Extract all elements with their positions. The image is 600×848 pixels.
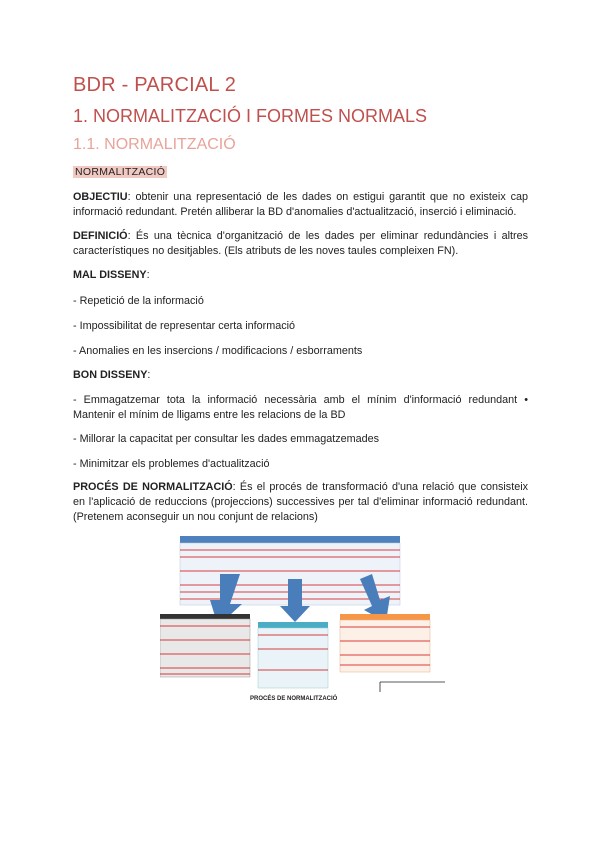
- middle-table: [258, 622, 328, 688]
- list-item: - Millorar la capacitat per consultar les dades emmagatzemades: [73, 433, 380, 445]
- list-item: - Anomalies en les insercions / modificacions / esborraments: [73, 345, 363, 357]
- section-heading: 1. NORMALITZACIÓ I FORMES NORMALS: [73, 106, 428, 126]
- definicio-paragraph: DEFINICIÓ: És una tècnica d'organització de les dades per eliminar redundàncies i altres característiques no desitjables. (Els atributs de les noves taules compleixen FN).: [73, 230, 528, 257]
- list-item: - Repetició de la informació: [73, 295, 204, 307]
- list-item: - Emmagatzemar tota la informació necessària amb el mínim d'informació redundant • Mantenir el mínim de lligams entre les relacions de la BD: [73, 394, 528, 421]
- objectiu-paragraph: OBJECTIU: obtenir una representació de les dades on estigui garantit que no existeix cap informació redundant. Pretén alliberar la BD d'anomalies d'actualització, inserció i eliminació.: [73, 191, 528, 218]
- list-item: - Minimitzar els problemes d'actualització: [73, 458, 270, 470]
- normalization-figure: [160, 534, 445, 694]
- highlight-tag: NORMALITZACIÓ: [75, 166, 166, 178]
- document-title: BDR - PARCIAL 2: [73, 74, 237, 96]
- bon-disseny-heading: BON DISSENY:: [73, 369, 151, 381]
- list-item: - Impossibilitat de representar certa informació: [73, 320, 296, 332]
- subsection-heading: 1.1. NORMALITZACIÓ: [73, 136, 236, 153]
- mal-disseny-heading: MAL DISSENY:: [73, 269, 150, 281]
- right-table: [340, 614, 445, 692]
- proces-paragraph: PROCÉS DE NORMALITZACIÓ: És el procés de transformació d'una relació que consisteix en l'aplicació de reduccions (projeccions) successives per tal d'eliminar informació redundant. (Pretenem aconseguir un nou conjunt de relacions): [73, 481, 529, 523]
- left-table: [160, 614, 250, 677]
- figure-caption: PROCÉS DE NORMALITZACIÓ: [250, 696, 338, 702]
